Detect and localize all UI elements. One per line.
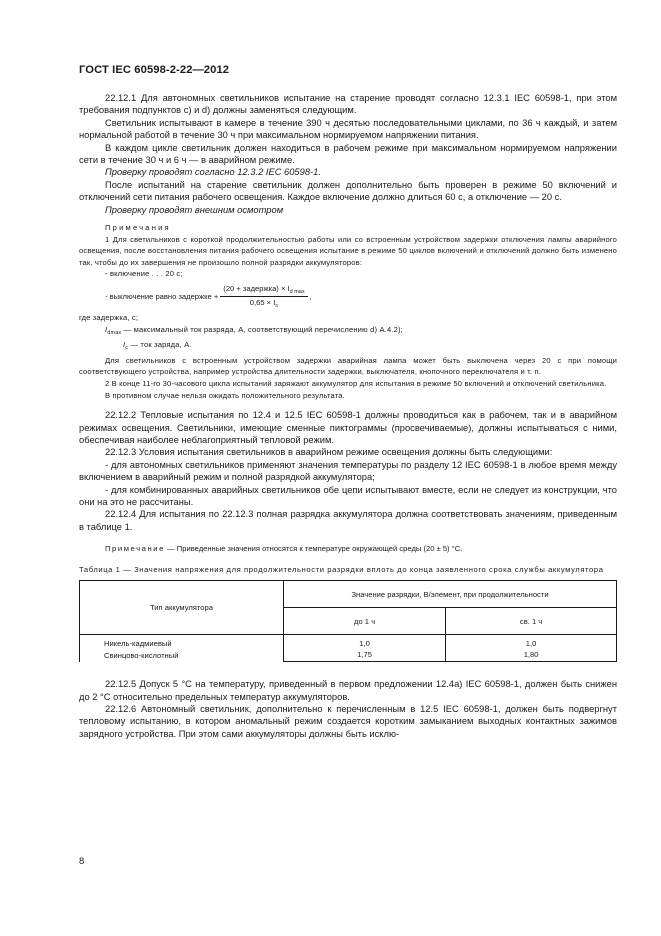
cell-type: Никель-кадмиевый xyxy=(80,635,284,650)
paragraph-22-12-6: 22.12.6 Автономный светильник, дополнительно к перечисленным в 12.5 IEC 60598-1, должен быть подвергнут тепловому испытанию, в котором аномальный режим создается коротким замыканием выходных контактных зажимов зарядного устройства. При этом сами аккумуляторы должны быть исклю- xyxy=(79,704,617,739)
page-number: 8 xyxy=(79,856,85,867)
cell-a: 1,0 xyxy=(284,635,446,650)
idmax-text: — максимальный ток разряда, А, соответствующий перечислению d) А.4.2); xyxy=(121,324,403,334)
paragraph-check: Проверку проводят внешним осмотром xyxy=(105,204,284,215)
notes-title: Примечания xyxy=(105,223,171,233)
cell-type: Свинцово-кислотный xyxy=(80,649,284,662)
note-ic xyxy=(79,339,617,355)
numerator-text: (20 + задержка) × I xyxy=(223,283,290,293)
ic-subscript: c xyxy=(125,345,129,352)
table-row xyxy=(80,635,617,650)
table-row xyxy=(80,649,617,662)
cell-b: 1,80 xyxy=(446,649,617,662)
note-2b: В противном случае нельзя ожидать положительного результата. xyxy=(105,390,345,400)
paragraph: - для автономных светильников применяют значения температуры по разделу 12 IEC 60598-1 в любое время между включением в аварийный режим и полной разрядкой аккумулятора; xyxy=(79,459,617,483)
paragraph: После испытаний на старение светильник должен дополнительно быть проверен в режиме 50 включений и отключений сети питания рабочего освещения. Каждое включение должно длиться 60 с, а отключение — 20 с. xyxy=(79,179,617,203)
document-header: ГОСТ IEC 60598-2-22—2012 xyxy=(79,64,230,76)
section-22-12-2 xyxy=(79,409,617,533)
paragraph-22-12-3: 22.12.3 Условия испытания светильников в аварийном режиме освещения должны быть следующими: xyxy=(105,447,553,458)
paragraph-22-12-4: 22.12.4 Для испытания по 22.12.3 полная разрядка аккумулятора должна соответствовать значениям, приведенным в таблице 1. xyxy=(79,509,617,532)
note-on: - включение . . . 20 с; xyxy=(105,269,183,279)
note-idmax xyxy=(79,324,617,340)
formula-denominator xyxy=(250,297,278,309)
table-caption: Таблица 1 — Значения напряжения для продолжительности разрядки вплоть до конца заявленного срока службы аккумулятора xyxy=(79,564,604,574)
numerator-sub: d max xyxy=(289,288,305,295)
paragraph-check: Проверку проводят согласно 12.3.2 IEC 60598-1. xyxy=(105,167,321,178)
section-22-12-5 xyxy=(79,678,617,740)
note-1b: Для светильников с встроенным устройством задержки аварийная лампа может быть выключена через 20 с при помощи соответствующего устройства, например устройства длительности задержки, выключателя, кнопочного переключателя и т. п. xyxy=(79,355,617,377)
header-b: св. 1 ч xyxy=(446,608,617,635)
formula-comma: , xyxy=(309,291,312,301)
ic-symbol: I xyxy=(123,340,126,350)
paragraph: - для комбинированных аварийных светильников обе цепи испытывают вместе, если не следует из конструкции, что они на это не рассчитаны. xyxy=(79,484,617,508)
formula-numerator xyxy=(220,284,307,297)
paragraph-22-12-5: 22.12.5 Допуск 5 °С на температуру, приведенный в первом предложении 12.4а) IEC 60598-1, должен быть снижен до 2 °С относительно предельных температур аккумуляторов. xyxy=(79,679,617,702)
table-1 xyxy=(79,580,617,662)
note-1: 1 Для светильников с короткой продолжительностью работы или со встроенным устройством задержки отключения лампы аварийного освещения, после восстановления питания рабочего освещения испытание в режиме 50 циклов включений и отключений должно быть изменено так, чтобы до их завершения не произошло полной разрядки аккумуляторов: xyxy=(79,234,617,267)
paragraph: В каждом цикле светильник должен находиться в рабочем режиме при максимальном нормируемом напряжении сети в течение 30 ч и 6 ч — в аварийном режиме. xyxy=(79,142,617,166)
note-label: Примечание xyxy=(105,544,165,554)
note-text: — Приведенные значения относятся к температуре окружающей среды (20 ± 5) °С. xyxy=(164,544,463,554)
notes-block xyxy=(79,222,617,401)
note-2: 2 В конце 11-го 30-часового цикла испытаний заряжают аккумулятор для испытания в режиме 50 включений и отключений светильника. xyxy=(105,379,607,388)
cell-a: 1,75 xyxy=(284,649,446,662)
cell-b: 1,0 xyxy=(446,635,617,650)
formula-prefix: - выключение равно задержке + xyxy=(105,291,219,301)
paragraph-22-12-1: 22.12.1 Для автономных светильников испытание на старение проводят согласно 12.3.1 IEC 60598-1, при этом требования подпунктов c) и d) должны заменяться следующим. xyxy=(79,93,617,116)
formula xyxy=(79,280,617,312)
idmax-symbol: I xyxy=(105,324,108,334)
formula-fraction xyxy=(220,284,307,309)
note-where: где задержка, с; xyxy=(79,313,139,323)
table-header-row xyxy=(80,581,617,608)
header-group: Значение разрядки, В/элемент, при продолжительности xyxy=(284,581,617,608)
denominator-sub: c xyxy=(275,302,279,309)
header-a: до 1 ч xyxy=(284,608,446,635)
document-body xyxy=(79,92,617,740)
note-temperature xyxy=(79,543,617,555)
paragraph: Светильник испытывают в камере в течение 390 ч десятью последовательными циклами, по 36 ч каждый, и затем нормальной работой в течение 30 ч при максимальном нормируемом напряжении питания. xyxy=(79,117,617,141)
denominator-text: 0,65 × I xyxy=(249,297,276,307)
paragraph-22-12-2: 22.12.2 Тепловые испытания по 12.4 и 12.5 IEC 60598-1 должны проводиться как в рабочем, так и в аварийном режимах освещения. Светильники, имеющие сменные пиктограммы (просвечиваемые), должны испытываться с ними, обеспечивая наиболее неблагоприятный тепловой режим. xyxy=(79,410,617,445)
ic-text: — ток заряда, А. xyxy=(128,340,192,350)
idmax-subscript: dmax xyxy=(107,329,122,336)
header-type: Тип аккумулятора xyxy=(80,581,284,635)
